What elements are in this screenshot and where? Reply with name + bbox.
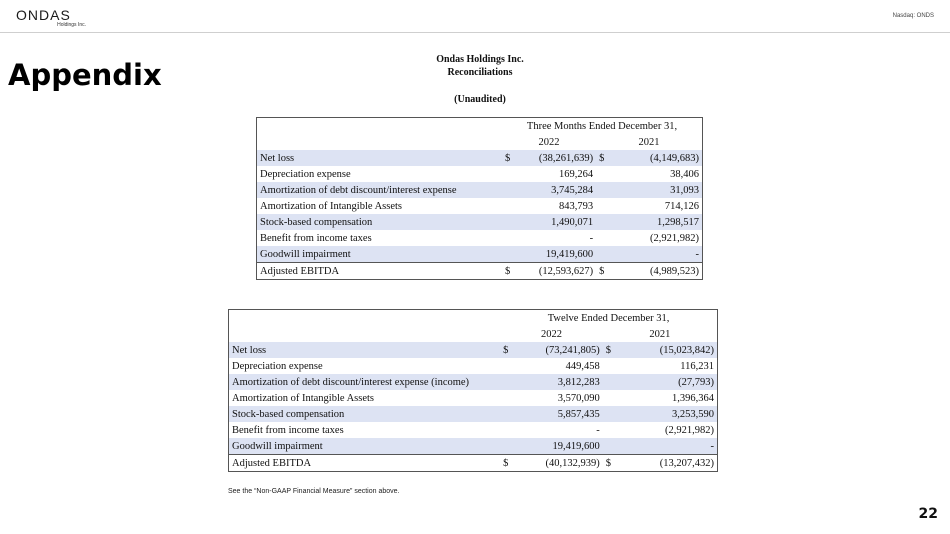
currency-symbol-2021	[596, 230, 614, 246]
ticker-label: Nasdaq: ONDS	[892, 13, 934, 19]
row-label: Adjusted EBITDA	[229, 455, 501, 472]
value-2022: 843,793	[516, 198, 596, 214]
table-period-row	[229, 310, 718, 327]
row-label: Goodwill impairment	[257, 246, 503, 263]
row-label: Amortization of debt discount/interest expense	[257, 182, 503, 198]
currency-symbol-2021: $	[596, 263, 614, 280]
value-2022: (38,261,639)	[516, 150, 596, 166]
row-label: Net loss	[257, 150, 503, 166]
value-2022: (73,241,805)	[516, 342, 603, 358]
footnote: See the “Non-GAAP Financial Measure” section above.	[228, 488, 400, 495]
currency-symbol-2021	[603, 438, 623, 455]
table-row	[257, 214, 703, 230]
value-2022: -	[516, 230, 596, 246]
currency-symbol-2021	[603, 390, 623, 406]
report-subtitle: Reconciliations	[447, 67, 513, 78]
currency-symbol-2021	[603, 374, 623, 390]
row-label: Benefit from income taxes	[229, 422, 501, 438]
row-label: Benefit from income taxes	[257, 230, 503, 246]
table-period-header: Three Months Ended December 31,	[502, 118, 703, 135]
currency-symbol-2022	[500, 390, 516, 406]
currency-symbol-2022: $	[500, 342, 516, 358]
currency-symbol-2022	[502, 230, 516, 246]
row-label: Goodwill impairment	[229, 438, 501, 455]
row-label: Depreciation expense	[257, 166, 503, 182]
value-2021: (4,989,523)	[615, 263, 703, 280]
currency-symbol-2021	[603, 406, 623, 422]
table-row	[229, 390, 718, 406]
table-row	[229, 455, 718, 472]
value-2021: (2,921,982)	[615, 230, 703, 246]
value-2022: 19,419,600	[516, 438, 603, 455]
value-2021: 31,093	[615, 182, 703, 198]
currency-symbol-2021	[596, 246, 614, 263]
table-row	[229, 438, 718, 455]
column-header-2022: 2022	[500, 326, 603, 342]
twelve-month-reconciliation-table	[228, 309, 718, 472]
row-label: Stock-based compensation	[257, 214, 503, 230]
table-row	[229, 422, 718, 438]
value-2022: -	[516, 422, 603, 438]
currency-symbol-2022	[502, 214, 516, 230]
row-label: Net loss	[229, 342, 501, 358]
column-header-2022: 2022	[502, 134, 596, 150]
currency-symbol-2022	[500, 406, 516, 422]
value-2022: 449,458	[516, 358, 603, 374]
currency-symbol-2021	[596, 214, 614, 230]
value-2022: 1,490,071	[516, 214, 596, 230]
header-divider	[0, 32, 950, 33]
row-label: Depreciation expense	[229, 358, 501, 374]
currency-symbol-2021: $	[603, 455, 623, 472]
currency-symbol-2022	[500, 422, 516, 438]
page-title: Appendix	[8, 58, 162, 92]
table-row	[257, 263, 703, 280]
report-note: (Unaudited)	[454, 94, 506, 105]
page-number: 22	[918, 506, 938, 522]
report-company: Ondas Holdings Inc.	[436, 54, 524, 65]
value-2021: 38,406	[615, 166, 703, 182]
logo-text: ONDAS	[16, 7, 71, 23]
value-2021: (2,921,982)	[623, 422, 718, 438]
row-label: Amortization of debt discount/interest expense (income)	[229, 374, 501, 390]
currency-symbol-2022	[502, 198, 516, 214]
currency-symbol-2022	[500, 438, 516, 455]
value-2021: 116,231	[623, 358, 718, 374]
table-row	[229, 342, 718, 358]
table-row	[229, 374, 718, 390]
row-label: Amortization of Intangible Assets	[229, 390, 501, 406]
value-2021: (4,149,683)	[615, 150, 703, 166]
table-period-header: Twelve Ended December 31,	[500, 310, 717, 327]
value-2022: 3,812,283	[516, 374, 603, 390]
value-2021: -	[615, 246, 703, 263]
table-year-row	[257, 134, 703, 150]
currency-symbol-2021	[596, 182, 614, 198]
table-row	[257, 182, 703, 198]
row-label: Adjusted EBITDA	[257, 263, 503, 280]
logo-subtext: Holdings Inc.	[57, 22, 86, 28]
currency-symbol-2021	[596, 198, 614, 214]
value-2022: 5,857,435	[516, 406, 603, 422]
currency-symbol-2022	[500, 358, 516, 374]
value-2021: (27,793)	[623, 374, 718, 390]
currency-symbol-2021: $	[603, 342, 623, 358]
table-row	[229, 406, 718, 422]
company-logo	[16, 8, 86, 28]
value-2021: (15,023,842)	[623, 342, 718, 358]
table-row	[257, 230, 703, 246]
currency-symbol-2021	[603, 358, 623, 374]
currency-symbol-2022: $	[500, 455, 516, 472]
currency-symbol-2021: $	[596, 150, 614, 166]
column-header-2021: 2021	[596, 134, 702, 150]
row-label: Amortization of Intangible Assets	[257, 198, 503, 214]
value-2021: 1,298,517	[615, 214, 703, 230]
value-2021: 3,253,590	[623, 406, 718, 422]
table-row	[257, 166, 703, 182]
table-row	[257, 246, 703, 263]
value-2022: 3,745,284	[516, 182, 596, 198]
value-2022: 19,419,600	[516, 246, 596, 263]
row-label: Stock-based compensation	[229, 406, 501, 422]
column-header-2021: 2021	[603, 326, 718, 342]
value-2021: (13,207,432)	[623, 455, 718, 472]
currency-symbol-2022: $	[502, 263, 516, 280]
value-2021: -	[623, 438, 718, 455]
value-2022: (40,132,939)	[516, 455, 603, 472]
currency-symbol-2021	[596, 166, 614, 182]
value-2022: 169,264	[516, 166, 596, 182]
table-row	[229, 358, 718, 374]
value-2022: (12,593,627)	[516, 263, 596, 280]
currency-symbol-2022	[502, 166, 516, 182]
currency-symbol-2021	[603, 422, 623, 438]
currency-symbol-2022	[500, 374, 516, 390]
currency-symbol-2022: $	[502, 150, 516, 166]
currency-symbol-2022	[502, 182, 516, 198]
value-2021: 1,396,364	[623, 390, 718, 406]
value-2022: 3,570,090	[516, 390, 603, 406]
currency-symbol-2022	[502, 246, 516, 263]
table-row	[257, 150, 703, 166]
table-period-row	[257, 118, 703, 135]
value-2021: 714,126	[615, 198, 703, 214]
three-month-reconciliation-table	[256, 117, 703, 280]
table-row	[257, 198, 703, 214]
table-year-row	[229, 326, 718, 342]
